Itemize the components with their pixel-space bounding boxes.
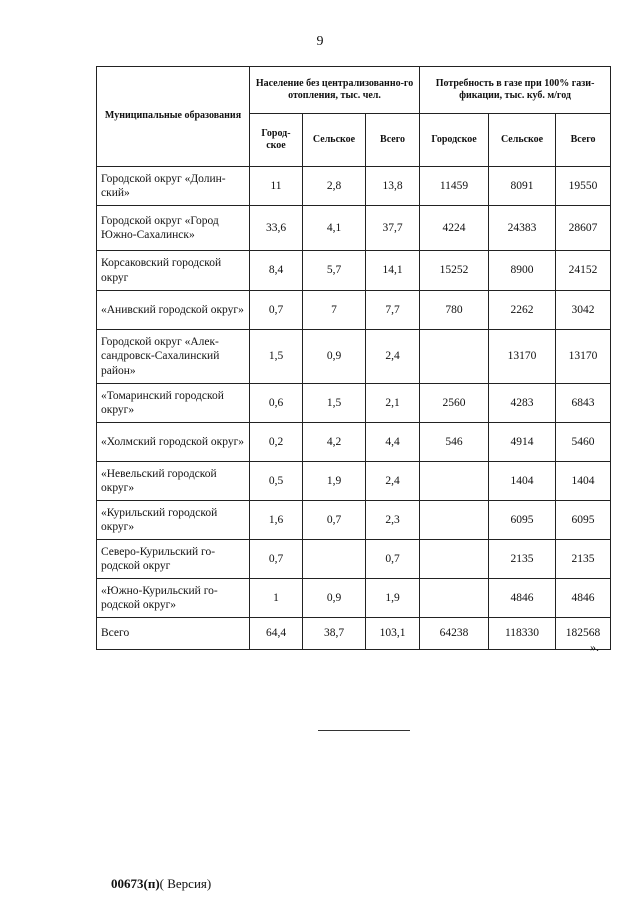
table-cell: 1,5 [303, 384, 366, 423]
table-cell: 780 [420, 291, 489, 330]
table-cell: 5460 [556, 423, 611, 462]
municipality-name: Северо-Курильский го-родской округ [97, 540, 250, 579]
table-row [97, 384, 611, 423]
table-cell: 2560 [420, 384, 489, 423]
table-row [97, 251, 611, 291]
table-cell: 1 [250, 579, 303, 618]
table-cell: 182568 [556, 618, 611, 650]
header-municipality: Муниципальные образования [97, 67, 250, 167]
table-cell: 2,8 [303, 167, 366, 206]
table-row [97, 501, 611, 540]
table-cell: 15252 [420, 251, 489, 291]
table-cell: 0,2 [250, 423, 303, 462]
table-cell: 2,4 [366, 330, 420, 384]
table-cell: 1,5 [250, 330, 303, 384]
table-row [97, 167, 611, 206]
table-row [97, 579, 611, 618]
table-cell: 8,4 [250, 251, 303, 291]
table-cell: 2135 [556, 540, 611, 579]
header-population-group: Население без централизованно-го отопления, тыс. чел. [250, 67, 420, 114]
table-cell: 546 [420, 423, 489, 462]
table-cell: 24152 [556, 251, 611, 291]
table-row [97, 330, 611, 384]
table-cell: 4,2 [303, 423, 366, 462]
table-cell: 0,7 [366, 540, 420, 579]
gas-demand-table [96, 66, 611, 650]
document-version: ( Версия) [159, 876, 212, 891]
table-cell: 4914 [489, 423, 556, 462]
municipality-name: Всего [97, 618, 250, 650]
table-cell: 64238 [420, 618, 489, 650]
table-cell: 2262 [489, 291, 556, 330]
table-cell [420, 462, 489, 501]
table-cell: 1404 [489, 462, 556, 501]
table-cell: 33,6 [250, 206, 303, 251]
document-footer [111, 876, 211, 892]
header-gas-group: Потребность в газе при 100% гази-фикации, тыс. куб. м/год [420, 67, 611, 114]
municipality-name: «Невельский городской округ» [97, 462, 250, 501]
table-cell: 37,7 [366, 206, 420, 251]
table-cell: 4283 [489, 384, 556, 423]
table-cell: 4846 [489, 579, 556, 618]
table-cell: 0,7 [250, 540, 303, 579]
table-cell: 5,7 [303, 251, 366, 291]
table-cell: 28607 [556, 206, 611, 251]
table-cell: 11459 [420, 167, 489, 206]
table-cell: 6843 [556, 384, 611, 423]
table-cell [420, 540, 489, 579]
table-cell: 1,9 [303, 462, 366, 501]
table-cell: 13170 [556, 330, 611, 384]
table-cell: 8900 [489, 251, 556, 291]
table-cell: 6095 [489, 501, 556, 540]
table-cell: 7 [303, 291, 366, 330]
table-cell: 8091 [489, 167, 556, 206]
header-urban-population: Город-ское [250, 114, 303, 167]
table-row [97, 206, 611, 251]
table-cell: 11 [250, 167, 303, 206]
header-rural-population: Сельское [303, 114, 366, 167]
table-cell: 4,4 [366, 423, 420, 462]
table-cell: 38,7 [303, 618, 366, 650]
table-cell: 2,1 [366, 384, 420, 423]
table-cell [303, 540, 366, 579]
table-cell [420, 501, 489, 540]
table-cell: 103,1 [366, 618, 420, 650]
municipality-name: «Холмский городской округ» [97, 423, 250, 462]
page-number: 9 [316, 34, 324, 49]
header-rural-gas: Сельское [489, 114, 556, 167]
table-cell: 64,4 [250, 618, 303, 650]
table-row [97, 291, 611, 330]
table-cell: 0,9 [303, 330, 366, 384]
table-cell [420, 579, 489, 618]
table-cell: 0,9 [303, 579, 366, 618]
table-cell: 2135 [489, 540, 556, 579]
table-cell: 0,5 [250, 462, 303, 501]
table-cell: 4,1 [303, 206, 366, 251]
table-cell: 2,4 [366, 462, 420, 501]
table-cell: 6095 [556, 501, 611, 540]
header-total-population: Всего [366, 114, 420, 167]
table-cell: 1,6 [250, 501, 303, 540]
table-cell: 24383 [489, 206, 556, 251]
municipality-name: Городской округ «Алек-сандровск-Сахалинский район» [97, 330, 250, 384]
table-row [97, 423, 611, 462]
municipality-name: Городской округ «Город Южно-Сахалинск» [97, 206, 250, 251]
table-cell: 0,6 [250, 384, 303, 423]
header-total-gas: Всего [556, 114, 611, 167]
table-cell: 1404 [556, 462, 611, 501]
table-cell: 1,9 [366, 579, 420, 618]
municipality-name: Корсаковский городской округ [97, 251, 250, 291]
municipality-name: «Анивский городской округ» [97, 291, 250, 330]
table-cell: 13170 [489, 330, 556, 384]
table-cell: 4846 [556, 579, 611, 618]
table-cell: 3042 [556, 291, 611, 330]
document-code: 00673(п) [111, 876, 160, 891]
table-cell: 0,7 [303, 501, 366, 540]
municipality-name: Городской округ «Долин-ский» [97, 167, 250, 206]
table-cell [420, 330, 489, 384]
table-cell: 0,7 [250, 291, 303, 330]
table-cell: 13,8 [366, 167, 420, 206]
table-row [97, 462, 611, 501]
table-cell: 7,7 [366, 291, 420, 330]
municipality-name: «Южно-Курильский го-родской округ» [97, 579, 250, 618]
table-row [97, 540, 611, 579]
table-cell: 118330 [489, 618, 556, 650]
table-cell: 14,1 [366, 251, 420, 291]
table-row [97, 618, 611, 650]
closing-quote-mark: ». [590, 640, 599, 654]
table-cell: 19550 [556, 167, 611, 206]
table-cell: 2,3 [366, 501, 420, 540]
divider-line [318, 730, 410, 731]
municipality-name: «Томаринский городской округ» [97, 384, 250, 423]
table-cell: 4224 [420, 206, 489, 251]
header-urban-gas: Городское [420, 114, 489, 167]
municipality-name: «Курильский городской округ» [97, 501, 250, 540]
